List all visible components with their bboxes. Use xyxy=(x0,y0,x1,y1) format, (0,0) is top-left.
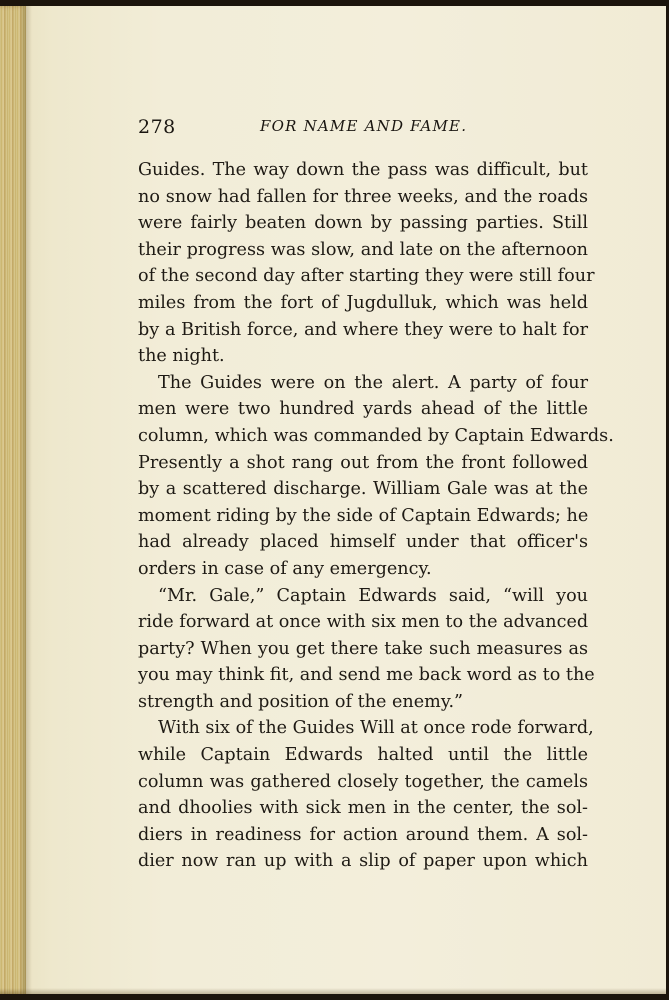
text-line: orders in case of any emergency. xyxy=(138,558,432,579)
text-line: Guides. The way down the pass was difficult, but xyxy=(138,160,588,180)
page-number: 278 xyxy=(138,116,176,138)
text-line: were fairly beaten down by passing parties. Still xyxy=(138,213,588,234)
text-line: diers in readiness for action around them. A sol- xyxy=(138,824,588,845)
book-spine-binding xyxy=(0,6,26,994)
text-line: and dhoolies with sick men in the center, the sol- xyxy=(138,798,588,819)
text-line: column, which was commanded by Captain Edwards. xyxy=(138,425,614,446)
book-page xyxy=(0,6,666,994)
page-bottom-edge xyxy=(0,988,666,994)
text-line: men were two hundred yards ahead of the little xyxy=(138,399,588,420)
text-line: by a British force, and where they were to halt for xyxy=(138,319,588,340)
text-line: miles from the fort of Jugdulluk, which was held xyxy=(138,292,588,313)
text-line: no snow had fallen for three weeks, and the roads xyxy=(138,186,588,207)
text-line: party? When you get there take such measures as xyxy=(138,638,588,659)
text-line: the night. xyxy=(138,346,225,367)
text-line: With six of the Guides Will at once rode forward, xyxy=(158,718,594,739)
text-line: The Guides were on the alert. A party of four xyxy=(158,372,588,393)
text-line: of the second day after starting they were still four xyxy=(138,266,595,287)
text-line: had already placed himself under that officer's xyxy=(138,532,588,553)
text-line: “Mr. Gale,” Captain Edwards said, “will you xyxy=(158,585,588,606)
text-line: ride forward at once with six men to the advanced xyxy=(138,612,589,633)
text-line: you may think fit, and send me back word as to the xyxy=(138,665,595,686)
running-title: FOR NAME AND FAME. xyxy=(260,117,468,135)
page-header xyxy=(138,116,590,140)
text-line: Presently a shot rang out from the front followed xyxy=(138,452,588,473)
text-line: column was gathered closely together, the camels xyxy=(138,771,588,792)
text-line: their progress was slow, and late on the afternoon xyxy=(138,239,588,260)
text-line: while Captain Edwards halted until the little xyxy=(138,745,588,766)
text-line: dier now ran up with a slip of paper upon which xyxy=(138,851,588,872)
body-text xyxy=(138,157,614,875)
text-line: moment riding by the side of Captain Edwards; he xyxy=(138,505,589,526)
text-line: by a scattered discharge. William Gale was at the xyxy=(138,479,588,500)
text-line: strength and position of the enemy.” xyxy=(138,691,464,712)
